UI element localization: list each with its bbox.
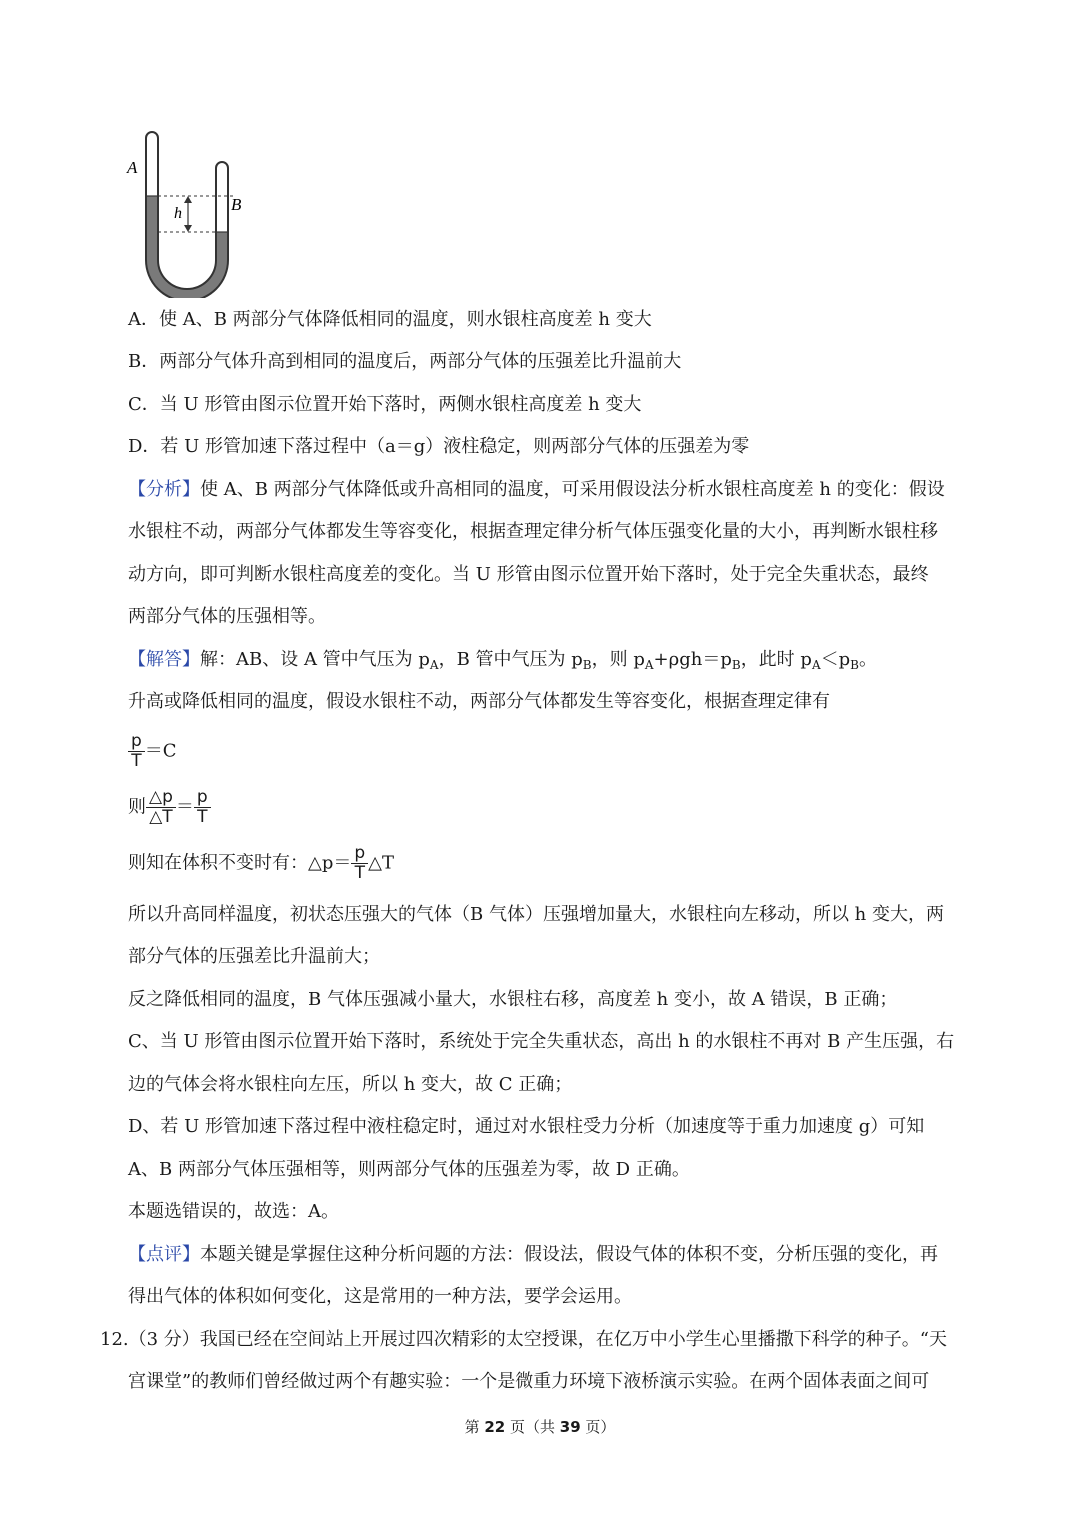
solution-line-5: 反之降低相同的温度，B 气体压强减小量大，水银柱右移，高度差 h 变小，故 A 错误，B 正确； bbox=[128, 989, 898, 1010]
solution-line-3: 所以升高同样温度，初状态压强大的气体（B 气体）压强增加量大，水银柱向左移动，所以 h 变大，两 bbox=[128, 904, 944, 925]
label-b: B bbox=[231, 195, 242, 214]
page-number: 22 bbox=[484, 1418, 506, 1436]
solution-line-2: 升高或降低相同的温度，假设水银柱不动，两部分气体都发生等容变化，根据查理定律有 bbox=[128, 691, 830, 712]
solution-tag: 【解答】 bbox=[128, 649, 200, 670]
formula-charles-law: $\frac{p}{T}$ ＝C bbox=[128, 732, 177, 771]
solution-line-8: D、若 U 形管加速下落过程中液柱稳定时，通过对水银柱受力分析（加速度等于重力加速度 g）可知 bbox=[128, 1116, 925, 1137]
option-c: C．当 U 形管由图示位置开始下落时，两侧水银柱高度差 h 变大 bbox=[128, 394, 642, 415]
formula-delta-p: 则知在体积不变时有：△p＝ $\frac{p}{T}$ △T bbox=[128, 843, 395, 883]
analysis-line-3: 动方向，即可判断水银柱高度差的变化。当 U 形管由图示位置开始下落时，处于完全失重状态，最终 bbox=[128, 564, 929, 585]
solution-line-9: A、B 两部分气体压强相等，则两部分气体的压强差为零，故 D 正确。 bbox=[128, 1159, 690, 1180]
label-a: A bbox=[127, 158, 138, 177]
label-h: h bbox=[174, 205, 182, 222]
analysis-line-2: 水银柱不动，两部分气体都发生等容变化，根据查理定律分析气体压强变化量的大小，再判断水银柱移 bbox=[128, 521, 938, 542]
solution-line-1: 【解答】解：AB、设 A 管中气压为 $p_A$，B 管中气压为 $p_B$，则 $p_A+\rho gh=p_B$，此时 $p_A<p_B$。 bbox=[128, 649, 877, 672]
page-total: 39 bbox=[559, 1418, 581, 1436]
solution-line-6: C、当 U 形管由图示位置开始下落时，系统处于完全失重状态，高出 h 的水银柱不再对 B 产生压强，右 bbox=[128, 1031, 955, 1052]
analysis-line-4: 两部分气体的压强相等。 bbox=[128, 606, 326, 627]
option-d: D．若 U 形管加速下落过程中（a＝g）液柱稳定，则两部分气体的压强差为零 bbox=[128, 436, 750, 457]
comment-line-2: 得出气体的体积如何变化，这是常用的一种方法，要学会运用。 bbox=[128, 1286, 632, 1307]
u-tube-figure bbox=[122, 128, 252, 298]
question-12-line-1: 12.（3 分）我国已经在空间站上开展过四次精彩的太空授课，在亿万中小学生心里播撒下科学的种子。“天 bbox=[100, 1329, 947, 1350]
solution-line-4: 部分气体的压强差比升温前大； bbox=[128, 946, 380, 967]
page-footer: 第 22 页（共 39 页） bbox=[464, 1418, 616, 1436]
solution-line-7: 边的气体会将水银柱向左压，所以 h 变大，故 C 正确； bbox=[128, 1074, 573, 1095]
solution-line-10: 本题选错误的，故选：A。 bbox=[128, 1201, 339, 1222]
comment-tag: 【点评】 bbox=[128, 1244, 200, 1265]
comment-line-1: 【点评】本题关键是掌握住这种分析问题的方法：假设法，假设气体的体积不变，分析压强的变化，再 bbox=[128, 1244, 938, 1265]
option-a: A．使 A、B 两部分气体降低相同的温度，则水银柱高度差 h 变大 bbox=[128, 309, 652, 330]
question-12-line-2: 宫课堂”的教师们曾经做过两个有趣实验：一个是微重力环境下液桥演示实验。在两个固体表面之间可 bbox=[128, 1371, 930, 1392]
formula-ratio: 则 $\frac{\triangle p}{\triangle T}$ ＝ $\frac{p}{T}$ bbox=[128, 788, 211, 827]
analysis-line-1: 【分析】使 A、B 两部分气体降低或升高相同的温度，可采用假设法分析水银柱高度差 h 的变化：假设 bbox=[128, 479, 945, 500]
option-b: B．两部分气体升高到相同的温度后，两部分气体的压强差比升温前大 bbox=[128, 351, 682, 372]
analysis-tag: 【分析】 bbox=[128, 479, 200, 500]
